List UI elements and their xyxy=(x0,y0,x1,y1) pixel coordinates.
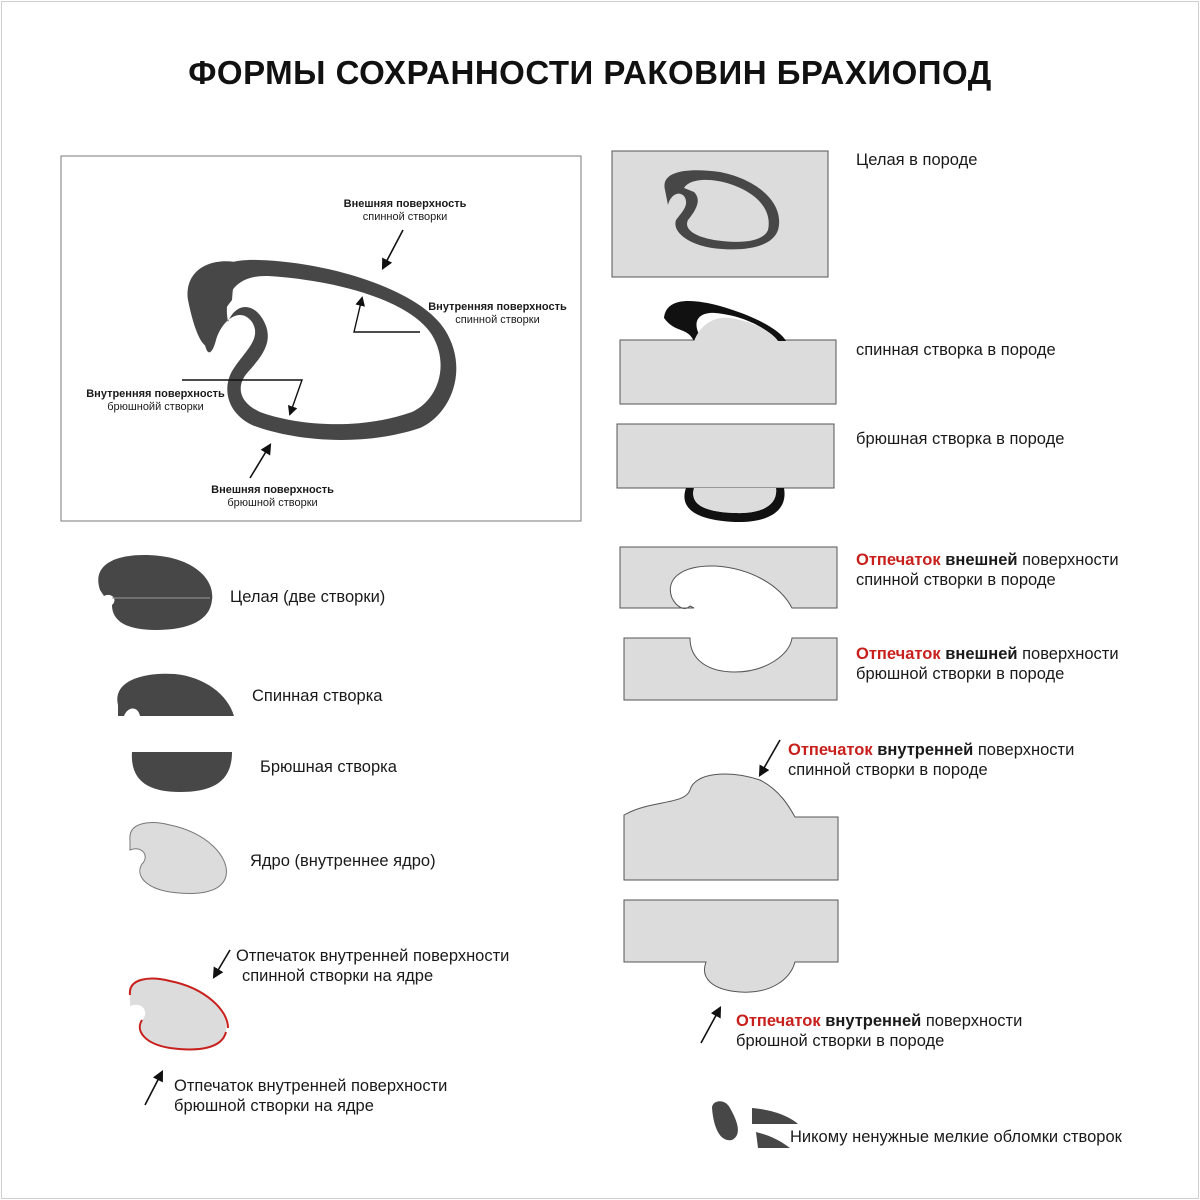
label-outer-dorsal: Внешняя поверхность спинной створки xyxy=(343,198,467,223)
core-shape xyxy=(130,823,227,894)
cross-section-box xyxy=(61,156,581,521)
label-inner-ventral: Внутренняя поверхность брюшнойй створки xyxy=(86,388,225,413)
label-imprint-dorsal-core: Отпечаток внутренней поверхности спинной створки на ядре xyxy=(236,947,510,985)
core-with-imprint xyxy=(130,979,228,1050)
label-whole-in-rock: Целая в породе xyxy=(856,151,978,169)
internal-ventral-imprint-in-rock xyxy=(624,900,838,992)
label-ext-dorsal-imprint: Отпечаток внешней поверхности спинной створки в породе xyxy=(856,551,1119,589)
label-imprint-ventral-core: Отпечаток внутренней поверхности брюшной створки на ядре xyxy=(174,1077,448,1115)
ventral-valve-shape xyxy=(132,752,232,792)
label-outer-ventral: Внешняя поверхность брюшной створки xyxy=(211,484,334,509)
arrow-imprint-dorsal-core xyxy=(214,950,230,977)
label-inner-dorsal: Внутренняя поверхность спинной створки xyxy=(428,301,567,326)
label-dorsal-valve: Спинная створка xyxy=(252,687,383,705)
label-dorsal-in-rock: спинная створка в породе xyxy=(856,341,1056,359)
whole-shell-two-valves xyxy=(98,555,212,630)
label-core: Ядро (внутреннее ядро) xyxy=(250,852,436,870)
fragment-wedge-bottom xyxy=(756,1132,790,1148)
label-fragments: Никому ненужные мелкие обломки створок xyxy=(790,1128,1122,1146)
ventral-valve-in-rock xyxy=(617,424,834,522)
label-ventral-in-rock: брюшная створка в породе xyxy=(856,430,1065,448)
fragment-wedge-top xyxy=(752,1108,798,1124)
internal-dorsal-imprint-in-rock xyxy=(624,774,838,880)
label-int-ventral-imprint: Отпечаток внутренней поверхности брюшной створки в породе xyxy=(736,1012,1023,1050)
external-dorsal-imprint-in-rock xyxy=(620,547,837,608)
label-ventral-valve: Брюшная створка xyxy=(260,758,397,776)
label-int-dorsal-imprint: Отпечаток внутренней поверхности спинной створки в породе xyxy=(788,741,1075,779)
whole-in-rock xyxy=(612,151,828,277)
dorsal-valve-in-rock xyxy=(620,301,836,404)
label-ext-ventral-imprint: Отпечаток внешней поверхности брюшной створки в породе xyxy=(856,645,1119,683)
label-whole-two-valves: Целая (две створки) xyxy=(230,588,386,606)
fragment-beak xyxy=(712,1101,738,1140)
dorsal-valve-shape xyxy=(117,674,234,716)
arrow-int-ventral-rock xyxy=(701,1008,720,1043)
external-ventral-imprint-in-rock xyxy=(624,638,837,700)
arrow-imprint-ventral-core xyxy=(145,1072,162,1105)
page-title: ФОРМЫ СОХРАННОСТИ РАКОВИН БРАХИОПОД xyxy=(188,54,992,91)
arrow-int-dorsal-rock xyxy=(760,740,780,775)
